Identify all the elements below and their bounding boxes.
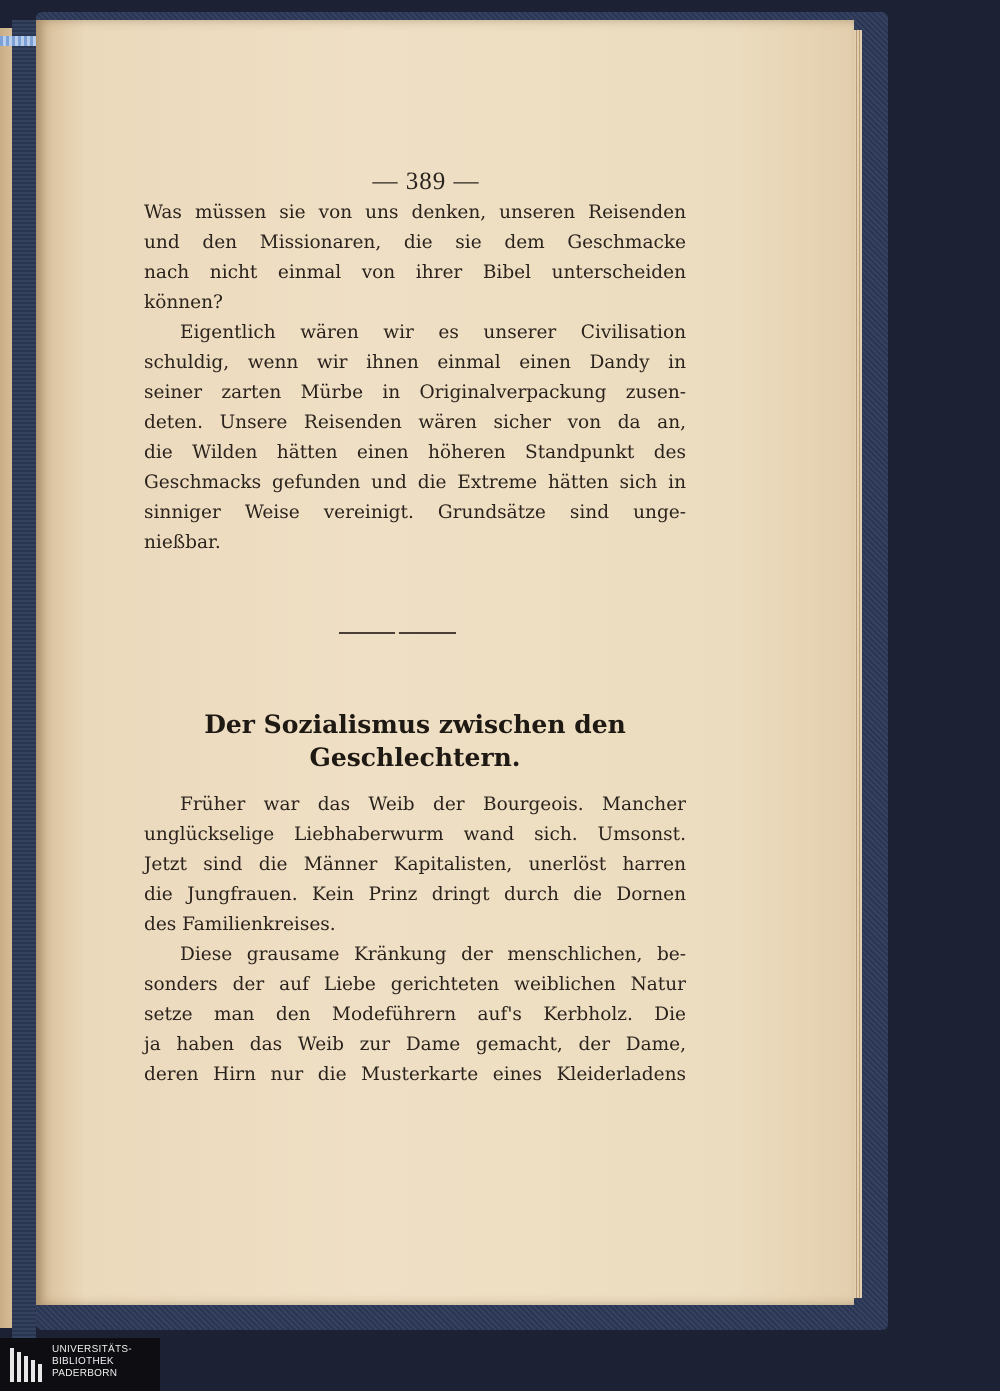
text-line: Eigentlich wären wir es unserer Civilisation	[180, 322, 686, 343]
page-number: — 389 —	[372, 168, 480, 195]
text-line: setze man den Modeführern auf's Kerbholz. Die	[144, 1004, 686, 1025]
paragraph-block-1	[144, 198, 686, 558]
left-cover-spine	[12, 20, 36, 1340]
text-line: die Jungfrauen. Kein Prinz dringt durch die Dornen	[144, 884, 686, 905]
library-name-line-3: PADERBORN	[52, 1368, 118, 1379]
text-line: nießbar.	[144, 532, 221, 553]
library-name-line-1: UNIVERSITÄTS-	[52, 1344, 133, 1355]
text-line: des Familienkreises.	[144, 914, 336, 935]
text-line: Jetzt sind die Männer Kapitalisten, unerlöst harren	[144, 854, 686, 875]
book-page	[36, 20, 854, 1305]
text-line: sinniger Weise vereinigt. Grundsätze sind unge-	[144, 502, 686, 523]
text-line: nach nicht einmal von ihrer Bibel unterscheiden	[144, 262, 686, 283]
text-line: schuldig, wenn wir ihnen einmal einen Dandy in	[144, 352, 686, 373]
text-line: Früher war das Weib der Bourgeois. Mancher	[180, 794, 686, 815]
text-line: deten. Unsere Reisenden wären sicher von da an,	[144, 412, 686, 433]
text-line: und den Missionaren, die sie dem Geschmacke	[144, 232, 686, 253]
text-line: unglückselige Liebhaberwurm wand sich. Umsonst.	[144, 824, 686, 845]
left-page-edge	[0, 28, 12, 1328]
section-heading	[144, 708, 686, 774]
text-line: deren Hirn nur die Musterkarte eines Kleiderladens	[144, 1064, 686, 1085]
text-line: Diese grausame Kränkung der menschlichen, be-	[180, 944, 686, 965]
section-separator	[339, 632, 456, 634]
text-line: Geschmacks gefunden und die Extreme hätten sich in	[144, 472, 686, 493]
text-line: seiner zarten Mürbe in Originalverpackung zusen-	[144, 382, 686, 403]
text-line: Was müssen sie von uns denken, unseren Reisenden	[144, 202, 686, 223]
text-line: können?	[144, 292, 223, 313]
text-line: die Wilden hätten einen höheren Standpunkt des	[144, 442, 686, 463]
library-name-line-2: BIBLIOTHEK	[52, 1356, 114, 1367]
library-logo	[0, 1338, 160, 1391]
paragraph-block-2	[144, 790, 686, 1090]
text-line: ja haben das Weib zur Dame gemacht, der Dame,	[144, 1034, 686, 1055]
heading-line-1: Der Sozialismus zwischen den	[204, 710, 626, 739]
university-library-paderborn-logo-icon	[8, 1344, 44, 1386]
heading-line-2: Geschlechtern.	[309, 743, 521, 772]
library-name	[52, 1344, 132, 1380]
text-line: sonders der auf Liebe gerichteten weiblichen Natur	[144, 974, 686, 995]
